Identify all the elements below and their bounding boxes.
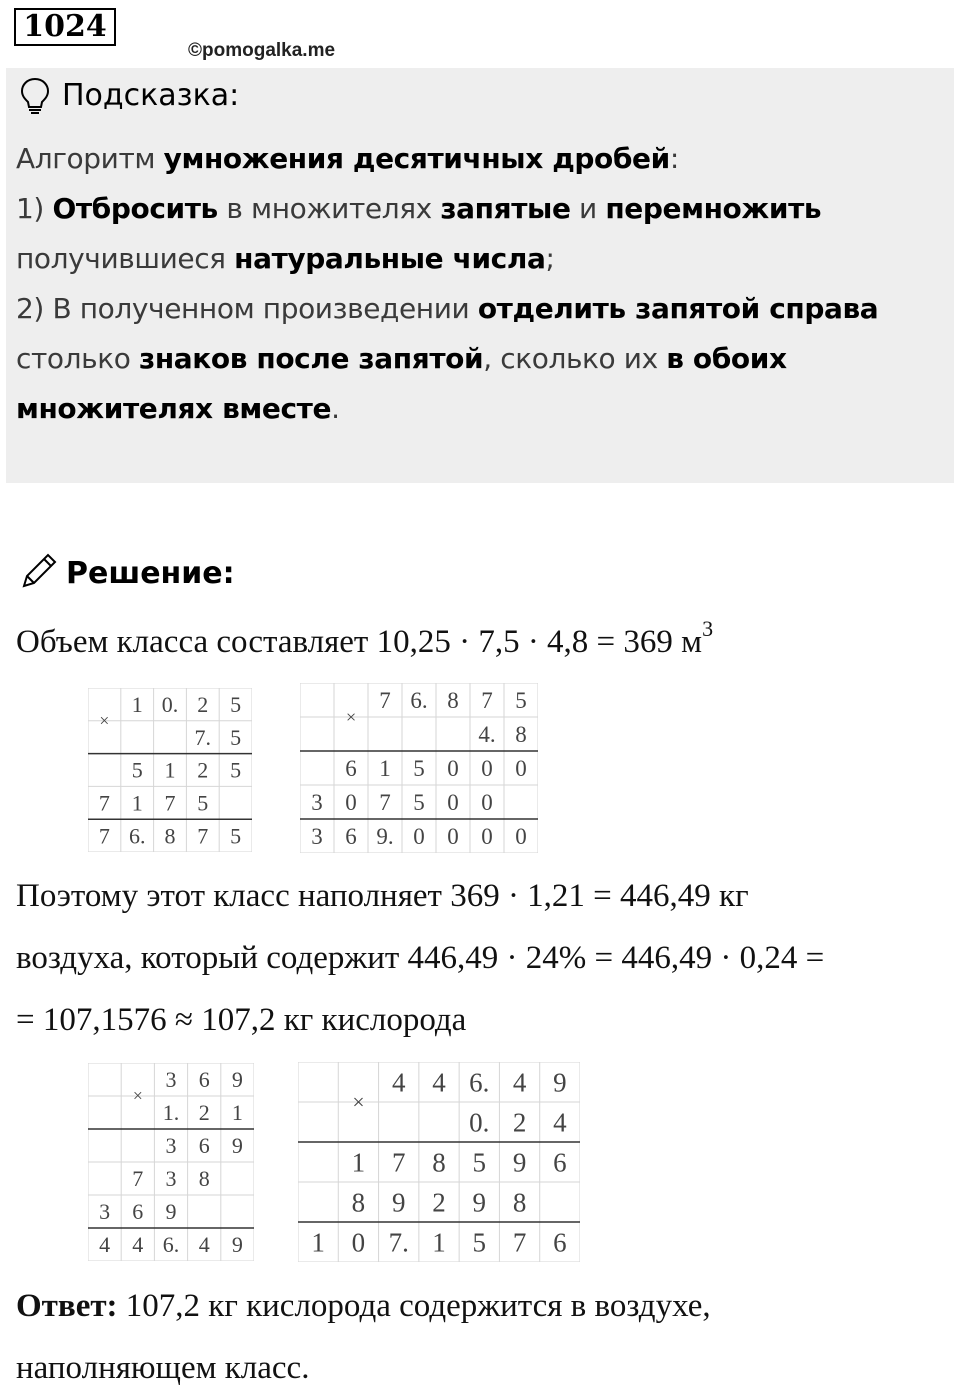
digit-cell: 8 bbox=[432, 1147, 446, 1178]
digit-cell: 0 bbox=[447, 824, 459, 850]
digit-cell: 7 bbox=[197, 823, 209, 849]
digit-cell: 7 bbox=[391, 1147, 406, 1178]
digit-cell: 4 bbox=[198, 1232, 210, 1258]
digit-cell: × bbox=[345, 706, 357, 727]
hint-text-segment: 2) В полученном произведении bbox=[16, 292, 478, 325]
digit-cell: 4 bbox=[432, 1067, 446, 1098]
digit-cell: 1 bbox=[164, 757, 176, 783]
digit-cell: 5 bbox=[472, 1227, 487, 1258]
multiplication-table-1 bbox=[88, 688, 252, 852]
digit-cell: 2 bbox=[432, 1187, 446, 1218]
hint-title: Подсказка: bbox=[62, 78, 240, 113]
hint-emphasis: отделить запятой справа bbox=[477, 292, 879, 325]
digit-cell: 0 bbox=[351, 1227, 366, 1258]
digit-cell: 3 bbox=[99, 1199, 111, 1225]
digit-cell: 0 bbox=[481, 756, 493, 782]
digit-cell: 0 bbox=[515, 824, 527, 850]
digit-cell: 7 bbox=[379, 790, 391, 816]
digit-cell: × bbox=[352, 1089, 365, 1114]
hint-emphasis: перемножить bbox=[605, 192, 822, 225]
hint-text-segment: ; bbox=[545, 242, 555, 275]
digit-cell: 7. bbox=[388, 1227, 409, 1258]
digit-cell: 7 bbox=[481, 688, 493, 714]
digit-cell: 4 bbox=[99, 1232, 111, 1258]
digit-cell: 6 bbox=[345, 824, 357, 850]
digit-cell: 4. bbox=[478, 722, 496, 748]
digit-cell: 3 bbox=[165, 1133, 177, 1159]
digit-cell: 6 bbox=[198, 1133, 210, 1159]
hint-text-segment: столько bbox=[16, 342, 139, 375]
digit-cell: 4 bbox=[132, 1232, 144, 1258]
pencil-icon bbox=[18, 550, 60, 592]
digit-cell: 7 bbox=[379, 688, 391, 714]
digit-cell: 5 bbox=[413, 756, 425, 782]
digit-cell: 6 bbox=[553, 1227, 567, 1258]
hint-text-segment: и bbox=[570, 192, 606, 225]
solution-title: Решение: bbox=[66, 556, 235, 591]
digit-cell: 3 bbox=[311, 790, 323, 816]
digit-cell: 1 bbox=[231, 1100, 243, 1126]
digit-cell: 0 bbox=[515, 756, 527, 782]
digit-cell: 6 bbox=[198, 1067, 210, 1093]
digit-cell: 2 bbox=[197, 692, 209, 718]
digit-cell: 7 bbox=[132, 1166, 144, 1192]
digit-cell: 3 bbox=[165, 1067, 177, 1093]
digit-cell: 0 bbox=[345, 790, 357, 816]
digit-cell: 5 bbox=[230, 692, 242, 718]
digit-cell: 0 bbox=[447, 756, 459, 782]
digit-cell: 1 bbox=[379, 756, 391, 782]
oxygen-result-line: = 107,1576 ≈ 107,2 кг кислорода bbox=[16, 1002, 467, 1038]
oxygen-line: воздуха, который содержит 446,49 · 24% = 446,49 · 0,24 = bbox=[16, 940, 825, 976]
watermark: ©pomogalka.me bbox=[188, 40, 336, 61]
digit-cell: 6. bbox=[469, 1067, 490, 1098]
digit-cell: 4 bbox=[553, 1107, 567, 1138]
digit-cell: 9 bbox=[391, 1187, 406, 1218]
digit-cell: 7 bbox=[98, 823, 110, 849]
hint-text-segment: получившиеся bbox=[16, 242, 235, 275]
digit-cell: 5 bbox=[413, 790, 425, 816]
digit-cell: 5 bbox=[472, 1147, 487, 1178]
digit-cell: 9 bbox=[231, 1067, 243, 1093]
digit-cell: 2 bbox=[197, 757, 209, 783]
digit-cell: 6. bbox=[162, 1232, 180, 1258]
hint-emphasis: запятые bbox=[440, 192, 571, 225]
digit-cell: 9 bbox=[231, 1133, 243, 1159]
hint-text-segment: в множителях bbox=[217, 192, 441, 225]
digit-cell: 3 bbox=[165, 1166, 177, 1192]
digit-cell: 5 bbox=[230, 724, 242, 750]
digit-cell: 8 bbox=[164, 823, 176, 849]
digit-cell: 9 bbox=[553, 1067, 567, 1098]
digit-cell: 9 bbox=[512, 1147, 527, 1178]
hint-line bbox=[16, 342, 787, 375]
hint-text-segment: , сколько их bbox=[483, 342, 667, 375]
digit-cell: 2 bbox=[198, 1100, 210, 1126]
digit-cell: 1 bbox=[131, 790, 143, 816]
hint-text-segment: Алгоритм bbox=[16, 142, 164, 175]
digit-cell: 4 bbox=[391, 1067, 406, 1098]
digit-cell: 0. bbox=[469, 1107, 490, 1138]
hint-emphasis: умножения десятичных дробей bbox=[163, 142, 670, 175]
hint-emphasis: в обоих bbox=[666, 342, 787, 375]
hint-line bbox=[16, 192, 821, 225]
digit-cell: 8 bbox=[351, 1187, 366, 1218]
digit-cell: 5 bbox=[230, 823, 242, 849]
digit-cell: 9 bbox=[165, 1199, 177, 1225]
problem-number: 1024 bbox=[14, 8, 116, 46]
digit-cell: 6 bbox=[132, 1199, 144, 1225]
digit-cell: 0. bbox=[161, 692, 179, 718]
digit-cell: 5 bbox=[515, 688, 527, 714]
hint-line bbox=[16, 142, 679, 175]
digit-cell: 6. bbox=[128, 823, 146, 849]
digit-cell: 9 bbox=[472, 1187, 487, 1218]
volume-line: Объем класса составляет 10,25 · 7,5 · 4,8 = 369 $м^3$ bbox=[16, 616, 714, 660]
digit-cell: 1 bbox=[131, 692, 143, 718]
digit-cell: 7 bbox=[164, 790, 176, 816]
digit-cell: 8 bbox=[447, 688, 459, 714]
digit-cell: 7 bbox=[512, 1227, 527, 1258]
digit-cell: 8 bbox=[512, 1187, 527, 1218]
multiplication-table-4 bbox=[298, 1062, 580, 1262]
digit-cell: 5 bbox=[197, 790, 209, 816]
hint-emphasis: Отбросить bbox=[52, 192, 218, 225]
digit-cell: 0 bbox=[447, 790, 459, 816]
digit-cell: 6 bbox=[553, 1147, 567, 1178]
digit-cell: 9 bbox=[231, 1232, 243, 1258]
digit-cell: 7 bbox=[98, 790, 110, 816]
digit-cell: 5 bbox=[230, 757, 242, 783]
digit-cell: 2 bbox=[512, 1107, 527, 1138]
digit-cell: 4 bbox=[512, 1067, 527, 1098]
multiplication-table-2 bbox=[300, 683, 538, 853]
answer-line: Ответ: 107,2 кг кислорода содержится в воздухе, bbox=[16, 1288, 711, 1324]
hint-text-segment: 1) bbox=[16, 192, 53, 225]
hint-text-segment: : bbox=[669, 142, 679, 175]
air-mass-line: Поэтому этот класс наполняет 369 · 1,21 = 446,49 кг bbox=[16, 878, 749, 914]
digit-cell: 0 bbox=[481, 790, 493, 816]
digit-cell: 8 bbox=[198, 1166, 210, 1192]
digit-cell: 6. bbox=[410, 688, 428, 714]
digit-cell: 6 bbox=[345, 756, 357, 782]
hint-emphasis: знаков после запятой bbox=[138, 342, 484, 375]
answer-line-2: наполняющем класс. bbox=[16, 1350, 310, 1386]
digit-cell: 5 bbox=[131, 757, 143, 783]
digit-cell: × bbox=[99, 710, 110, 731]
digit-cell: 8 bbox=[515, 722, 527, 748]
digit-cell: 0 bbox=[481, 824, 493, 850]
hint-line bbox=[16, 392, 340, 425]
digit-cell: 7. bbox=[194, 724, 212, 750]
digit-cell: 1 bbox=[351, 1147, 366, 1178]
hint-line bbox=[16, 292, 878, 325]
digit-cell: 1. bbox=[162, 1100, 180, 1126]
hint-line bbox=[16, 242, 555, 275]
hint-emphasis: множителях вместе bbox=[16, 392, 332, 425]
hint-emphasis: натуральные числа bbox=[234, 242, 546, 275]
digit-cell: 0 bbox=[413, 824, 425, 850]
hint-text-segment: . bbox=[331, 392, 340, 425]
digit-cell: 1 bbox=[311, 1227, 325, 1258]
digit-cell: 9. bbox=[376, 824, 394, 850]
lightbulb-icon bbox=[18, 76, 52, 116]
multiplication-table-3 bbox=[88, 1063, 254, 1261]
digit-cell: 1 bbox=[432, 1227, 446, 1258]
digit-cell: × bbox=[132, 1085, 143, 1106]
digit-cell: 3 bbox=[311, 824, 323, 850]
